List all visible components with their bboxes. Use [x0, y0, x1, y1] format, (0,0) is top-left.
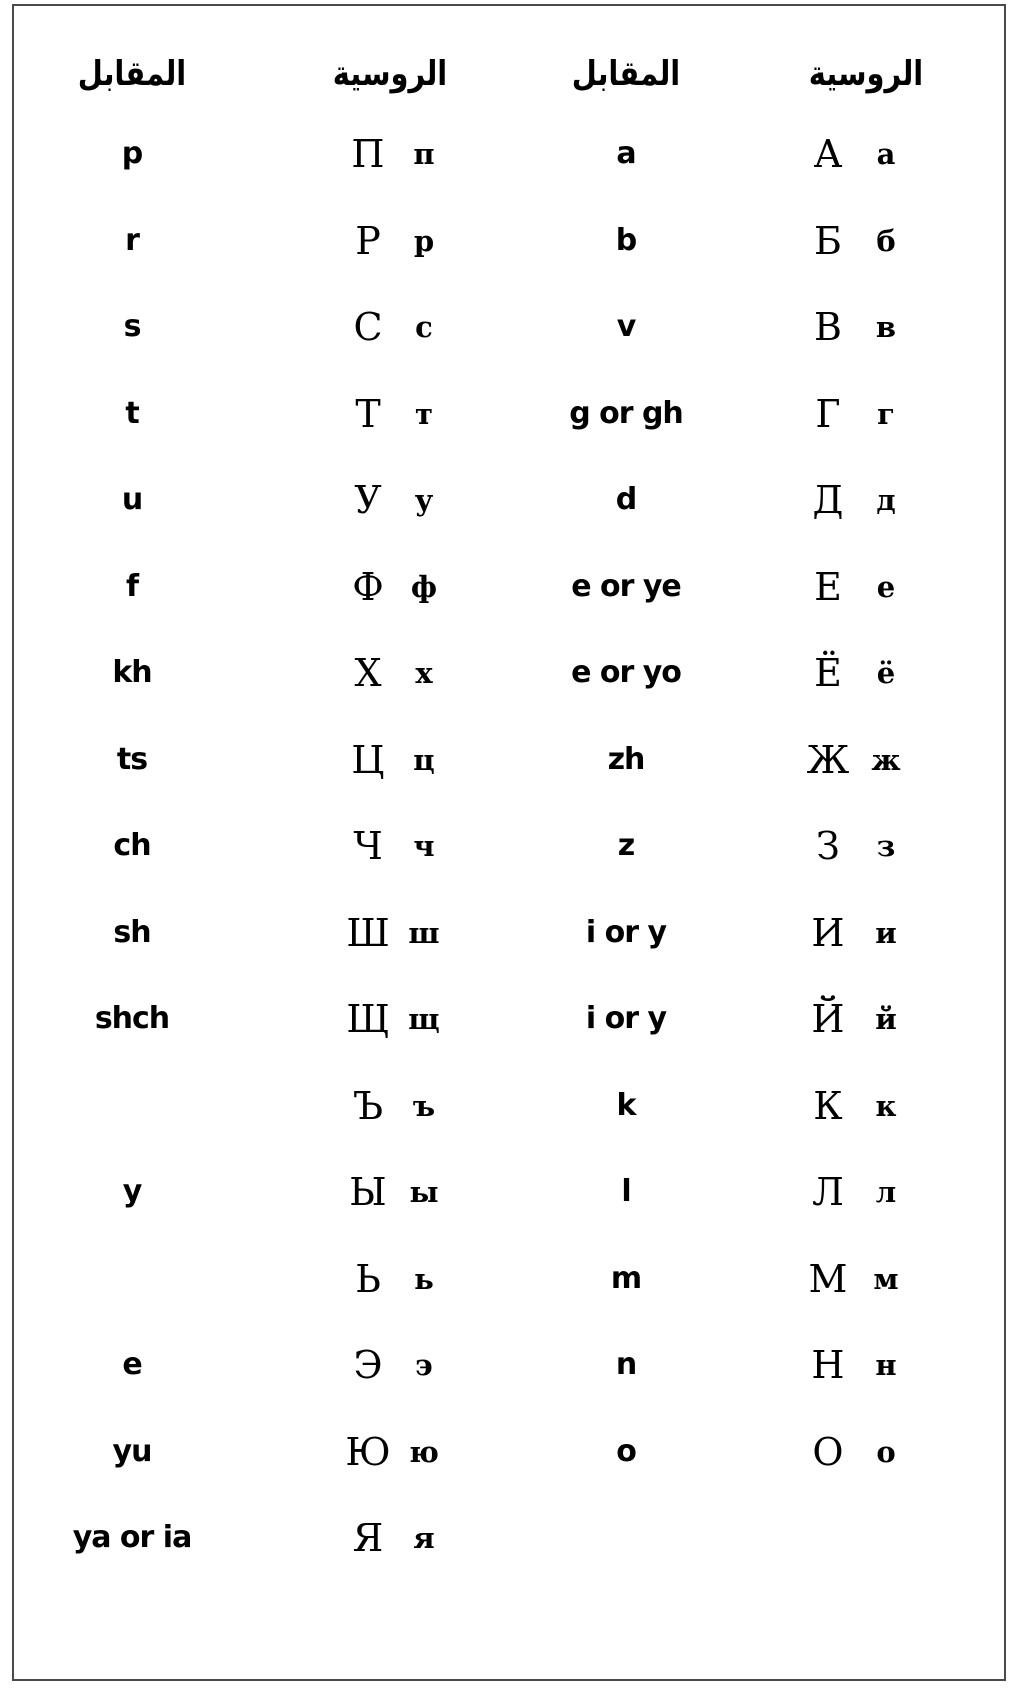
cyrillic-lowercase: ь [414, 1261, 434, 1296]
left_table-row [14, 989, 1008, 1049]
cyrillic-lowercase: ю [409, 1434, 439, 1469]
latin-equivalent: i or y [585, 914, 667, 950]
cyrillic-uppercase: Э [353, 1343, 383, 1387]
latin-equivalent: yu [112, 1433, 152, 1469]
header-russian-right: الروسية [808, 54, 924, 94]
cyrillic-lowercase: и [875, 915, 897, 950]
cyrillic-uppercase: З [816, 824, 840, 868]
cyrillic-lowercase: л [875, 1175, 897, 1209]
left_table-row [14, 1335, 1008, 1395]
latin-equivalent: k [616, 1087, 636, 1123]
latin-equivalent: ya or ia [72, 1520, 192, 1555]
cyrillic-lowercase: у [414, 483, 434, 517]
left_table-row [14, 1162, 1008, 1222]
cyrillic-lowercase: е [876, 569, 896, 604]
latin-equivalent: g or gh [569, 395, 683, 431]
left_table-row [14, 211, 1008, 271]
latin-equivalent: z [617, 828, 635, 863]
cyrillic-lowercase: я [413, 1521, 435, 1555]
left_table-row [14, 557, 1008, 617]
cyrillic-lowercase: м [873, 1261, 899, 1296]
latin-equivalent: e or yo [571, 655, 681, 690]
header-equivalent-left: المقابل [77, 54, 187, 94]
cyrillic-uppercase: Х [354, 651, 382, 695]
cyrillic-lowercase: д [876, 483, 896, 517]
cyrillic-lowercase: к [875, 1088, 897, 1123]
latin-equivalent: shch [94, 1001, 170, 1036]
cyrillic-uppercase: Ы [349, 1170, 387, 1214]
left_table-row [14, 730, 1008, 790]
cyrillic-lowercase: ч [413, 829, 435, 863]
cyrillic-uppercase: Ш [346, 910, 390, 955]
latin-equivalent: f [125, 568, 139, 604]
cyrillic-uppercase: Ж [806, 737, 850, 782]
cyrillic-uppercase: И [811, 910, 845, 955]
cyrillic-lowercase: э [415, 1348, 433, 1382]
cyrillic-lowercase: р [413, 223, 435, 258]
cyrillic-uppercase: У [354, 478, 382, 522]
latin-equivalent: n [615, 1347, 637, 1382]
cyrillic-lowercase: н [875, 1348, 897, 1382]
cyrillic-lowercase: ы [409, 1175, 439, 1209]
cyrillic-lowercase: б [876, 223, 896, 258]
left_table-row [14, 124, 1008, 184]
left_table-row [14, 903, 1008, 963]
latin-equivalent: i or y [585, 1001, 667, 1036]
latin-equivalent: p [121, 136, 143, 171]
latin-equivalent: ch [113, 828, 151, 863]
latin-equivalent: zh [607, 741, 645, 777]
latin-equivalent: m [610, 1260, 642, 1296]
cyrillic-uppercase: К [813, 1083, 843, 1128]
latin-equivalent: l [621, 1174, 631, 1209]
left_table-row [14, 470, 1008, 530]
cyrillic-uppercase: Г [815, 391, 841, 436]
left_table-row [14, 297, 1008, 357]
cyrillic-lowercase: п [413, 137, 435, 171]
cyrillic-uppercase: Т [355, 391, 381, 436]
latin-equivalent: e or ye [571, 568, 681, 604]
left_table-row [14, 384, 1008, 444]
latin-equivalent: t [125, 395, 139, 431]
cyrillic-lowercase: т [415, 396, 433, 431]
cyrillic-uppercase: Ю [345, 1429, 391, 1474]
cyrillic-uppercase: Н [811, 1343, 845, 1387]
cyrillic-uppercase: Р [355, 218, 381, 263]
latin-equivalent: r [125, 222, 139, 258]
cyrillic-lowercase: ц [413, 742, 435, 777]
cyrillic-lowercase: о [876, 1434, 896, 1469]
left_table-row [14, 1076, 1008, 1136]
latin-equivalent: o [616, 1433, 636, 1469]
cyrillic-uppercase: Ь [355, 1256, 381, 1301]
latin-equivalent: ts [116, 741, 148, 777]
alphabet-table [12, 4, 1006, 1681]
latin-equivalent: v [616, 309, 636, 344]
cyrillic-lowercase: с [415, 310, 433, 344]
header-russian-left: الروسية [332, 54, 448, 94]
latin-equivalent: e [122, 1347, 142, 1382]
cyrillic-uppercase: Д [812, 478, 844, 522]
latin-equivalent: sh [113, 914, 151, 950]
cyrillic-lowercase: й [875, 1002, 897, 1036]
cyrillic-lowercase: а [876, 137, 896, 171]
cyrillic-lowercase: ф [410, 569, 438, 604]
cyrillic-lowercase: ъ [412, 1088, 436, 1123]
cyrillic-uppercase: Л [812, 1170, 844, 1214]
cyrillic-uppercase: Е [814, 564, 842, 609]
cyrillic-lowercase: х [415, 656, 433, 690]
left_table-row [14, 1508, 1008, 1568]
left_table-row [14, 816, 1008, 876]
left_table-row [14, 1422, 1008, 1482]
cyrillic-lowercase: з [876, 829, 896, 863]
cyrillic-uppercase: В [814, 305, 842, 349]
latin-equivalent: d [615, 482, 637, 517]
cyrillic-uppercase: Й [811, 997, 845, 1041]
cyrillic-uppercase: С [353, 305, 383, 349]
cyrillic-uppercase: О [812, 1429, 844, 1474]
cyrillic-uppercase: П [351, 132, 385, 176]
left_table-row [14, 643, 1008, 703]
cyrillic-uppercase: М [808, 1256, 848, 1301]
latin-equivalent: u [121, 482, 143, 517]
cyrillic-lowercase: ж [871, 742, 901, 777]
latin-equivalent: kh [112, 655, 152, 690]
cyrillic-uppercase: Ъ [352, 1083, 384, 1128]
cyrillic-uppercase: А [813, 132, 843, 176]
left_table-row [14, 1249, 1008, 1309]
cyrillic-uppercase: Ф [352, 564, 384, 609]
latin-equivalent: a [616, 136, 636, 171]
cyrillic-lowercase: в [875, 310, 897, 344]
cyrillic-uppercase: Б [814, 218, 842, 263]
latin-equivalent: s [123, 309, 141, 344]
cyrillic-lowercase: ё [876, 656, 896, 690]
cyrillic-lowercase: ш [408, 915, 440, 950]
cyrillic-lowercase: щ [408, 1002, 440, 1036]
cyrillic-uppercase: Щ [346, 997, 390, 1041]
cyrillic-uppercase: Ч [353, 824, 383, 868]
latin-equivalent: b [615, 222, 637, 258]
cyrillic-uppercase: Я [352, 1516, 384, 1560]
latin-equivalent: y [122, 1174, 142, 1209]
cyrillic-uppercase: Ё [814, 651, 842, 695]
cyrillic-uppercase: Ц [351, 737, 385, 782]
header-equivalent-right: المقابل [571, 54, 681, 94]
cyrillic-lowercase: г [877, 396, 895, 431]
